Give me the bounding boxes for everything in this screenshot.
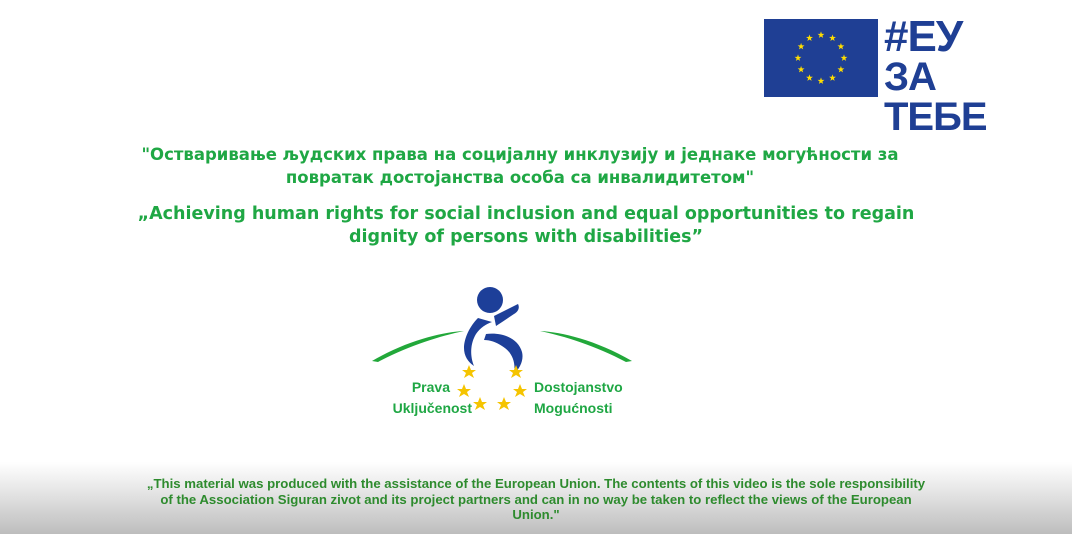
right-arc — [540, 331, 632, 362]
logo-label-prava: Prava — [411, 379, 450, 395]
wheelchair-figure-icon — [464, 287, 523, 374]
logo-label-dostojanstvo: Dostojanstvo — [534, 379, 623, 395]
eu-hashtag-line1: #ЕУ — [884, 12, 963, 61]
title-english: „Achieving human rights for social inclusion and equal opportunities to regain dignity of persons with disabilities” — [137, 204, 915, 247]
logo-label-mogucnosti: Mogućnosti — [534, 400, 613, 416]
project-title — [0, 143, 1072, 249]
logo-label-ukljucenost: Uključenost — [392, 400, 472, 416]
eu-hashtag — [884, 12, 1036, 139]
eu-disclaimer: „This material was produced with the assistance of the European Union. The contents of this video is the sole responsibility of the Association Siguran zivot and its project partners and can in no way be taken to reflect the views of the European Union." — [146, 476, 926, 522]
eu-hashtag-line2: ЗА ТЕБЕ — [884, 55, 987, 139]
title-serbian: "Остваривање људских права на социјалну инклузију и једнаке могућности за повратак достојанства особа са инвалидитетом" — [141, 145, 899, 187]
logo-graphic — [368, 282, 636, 422]
left-arc — [372, 331, 464, 362]
eu-flag-graphic — [764, 19, 878, 97]
eu-flag-icon — [764, 19, 878, 97]
eu-badge — [764, 12, 1036, 139]
organization-logo — [368, 282, 636, 422]
